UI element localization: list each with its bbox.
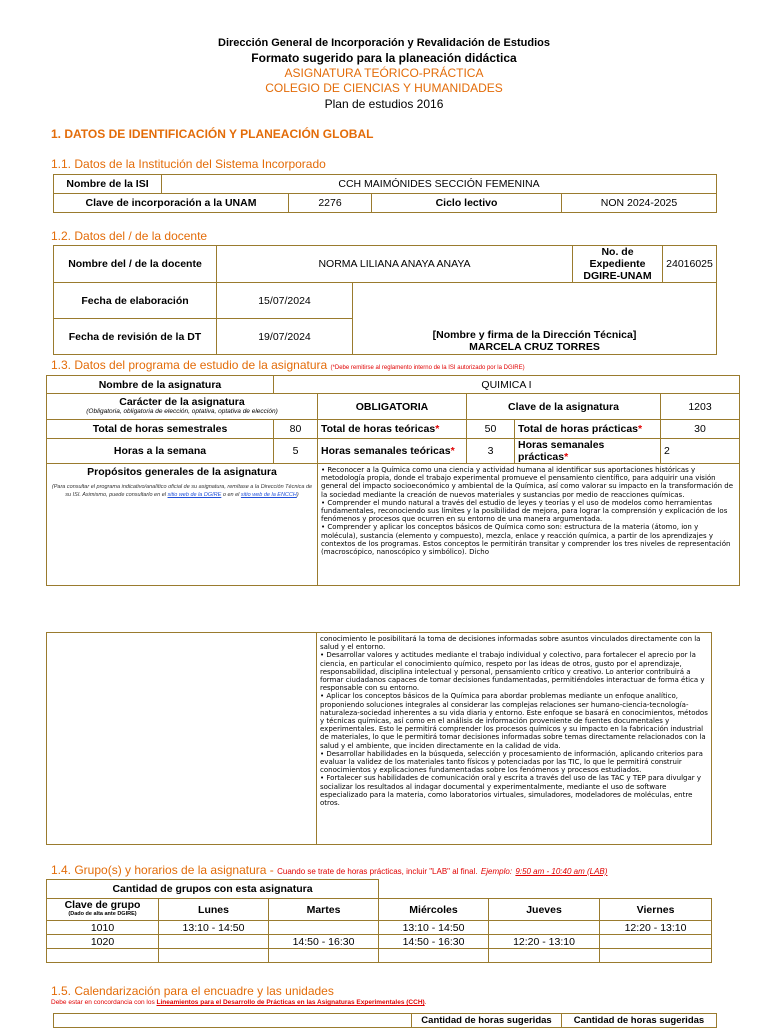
table-row: [47, 935, 712, 949]
nombre-isi-value: CCH MAIMÓNIDES SECCIÓN FEMENINA: [162, 175, 717, 194]
header-plan: Plan de estudios 2016: [324, 97, 444, 111]
horario-lunes: [159, 935, 269, 949]
caracter-label: Carácter de la asignatura: [119, 395, 245, 408]
horario-lunes: [159, 949, 269, 963]
horario-jueves: [489, 949, 600, 963]
ciclo-lectivo-value: NON 2024-2025: [562, 194, 717, 213]
horas-semestrales-label: Total de horas semestrales: [47, 420, 274, 439]
section-1-2-title: 1.2. Datos del / de la docente: [51, 229, 208, 243]
section-1-title: 1. DATOS DE IDENTIFICACIÓN Y PLANEACIÓN GLOBAL: [51, 127, 374, 141]
hsem-practicas-asterisk: *: [564, 451, 569, 463]
dgire-link[interactable]: sitio web de la DGIRE: [167, 492, 222, 498]
section-1-4-title-text: 1.4. Grupo(s) y horarios de la asignatura -: [51, 863, 274, 877]
propositos-note-b: o en el: [222, 492, 240, 498]
horario-viernes: [600, 949, 712, 963]
horas-practicas-asterisk: *: [638, 423, 643, 435]
header-direccion: Dirección General de Incorporación y Revalidación de Estudios: [218, 37, 550, 49]
horas-sugeridas-header-1: Cantidad de horas sugeridas: [412, 1014, 562, 1028]
fecha-revision-value: 19/07/2024: [217, 319, 353, 355]
day-header-miercoles: Miércoles: [379, 899, 489, 921]
propositos-label: Propósitos generales de la asignatura: [87, 466, 277, 478]
table-row: [47, 949, 712, 963]
horario-viernes: [600, 935, 712, 949]
propositos-empty-cell: [47, 633, 317, 845]
propositos-text-2: conocimiento le posibilitará la toma de decisiones informadas sobre asuntos vinculados directamente con la salud y el entorno. • Desarrollar valores y actitudes mediante el trabajo individual y colectivo, para fortalecer el aprecio por la ciencia, en particular el conocimiento químico, respeto por las ideas de otros, gusto por el aprendizaje, responsabilidad, disciplina intelectual y personal, pensamiento crítico y creativo. Lo anterior contribuirá a formar ciudadanos capaces de tomar decisiones fundamentadas, permitiéndoles interactuar de forma ética y responsable con su entorno. • Aplicar los conceptos básicos de la Química para abordar problemas mediante un enfoque analítico, proponiendo soluciones integrales al considerar las complejas relaciones ser humano-ciencia-tecnología-naturaleza-sociedad inherentes a su vida diaria y entorno. Este enfoque se basará en conocimientos, métodos y técnicas químicas, así como en el análisis de información proveniente de fuentes documentales y experimentales. Esto le permitirá comprender los procesos químicos y su impacto en la fabricación industrial de materiales, lo que le permitirá tomar decisiones informadas sobre temas directamente relacionados con la salud y el ambiente, que inciden directamente en la calidad de vida. • Desarrollar habilidades en la búsqueda, selección y procesamiento de información, aplicando criterios para evaluar la validez de los materiales tanto físicos y potenciadas por las TIC, lo que le permitirá construir conocimientos y explicaciones fundamentadas sobre los fenómenos y procesos estudiados. • Fortalecer sus habilidades de comunicación oral y escrita a través del uso de las TAC y TEP para divulgar y socializar los resultados al indagar documental y experimentalmente, mediante el uso de software especializado para la materia, como laboratorios virtuales, simuladores, modeladores de moléculas, entre otros.: [317, 633, 712, 845]
propositos-note-c: ): [296, 492, 299, 498]
firma-label: [Nombre y firma de la Dirección Técnica]: [432, 329, 637, 341]
asignatura-table: [46, 375, 740, 586]
nombre-isi-label: Nombre de la ISI: [54, 175, 162, 194]
caracter-value: OBLIGATORIA: [318, 394, 467, 420]
horas-practicas-value: 30: [661, 420, 740, 439]
horas-teoricas-asterisk: *: [435, 423, 440, 435]
lineamientos-link[interactable]: Lineamientos para el Desarrollo de Prácticas en las Asignaturas Experimentales (CCH): [156, 999, 425, 1006]
clave-asignatura-label: Clave de la asignatura: [467, 394, 661, 420]
hsem-practicas-value: 2: [661, 439, 740, 464]
header-colegio: COLEGIO DE CIENCIAS Y HUMANIDADES: [265, 81, 503, 95]
horario-martes: 14:50 - 16:30: [269, 935, 379, 949]
section-1-1-title: 1.1. Datos de la Institución del Sistema Incorporado: [51, 157, 326, 171]
grupo-clave: 1010: [47, 921, 159, 935]
horario-miercoles: [379, 949, 489, 963]
horario-jueves: [489, 921, 600, 935]
section-1-5-note: [51, 999, 427, 1006]
horas-teoricas-label: Total de horas teóricas: [321, 423, 436, 435]
firma-nombre: MARCELA CRUZ TORRES: [469, 341, 600, 353]
horas-semana-value: 5: [274, 439, 318, 464]
horario-miercoles: 14:50 - 16:30: [379, 935, 489, 949]
day-header-martes: Martes: [269, 899, 379, 921]
section-1-5-note-a: Debe estar en concordancia con los: [51, 999, 155, 1006]
horas-teoricas-label-cell: [318, 420, 467, 439]
hsem-teoricas-asterisk: *: [450, 445, 455, 457]
docente-table: [53, 245, 717, 355]
propositos-text-1: • Reconocer a la Química como una ciencia y actividad humana al identificar sus aportaciones históricas y metodología propia, donde el trabajo experimental promueve el pensamiento científico, para adquirir una visión general del impacto socioeconómico y ambiental de la Química, así como valorar su impacto en la transformación de la sociedad mediante la creación de nuevos materiales y sustancias por medio de reacciones químicas. • Comprender el mundo natural a través del estudio de leyes y teorías y el uso de modelos como herramientas fundamentales, reconociendo sus límites y la posibilidad de mejora, para lograr la comprensión y explicación de los fenómenos y procesos que ocurren en su entorno de una manera argumentada. • Comprender y aplicar los conceptos básicos de Química como son: estructura de la materia (átomo, ion y molécula), sustancia (elemento y compuesto), mezcla, enlace y reacción química, a partir de los aprendizajes y contextos de los programas. Estos conceptos le permitirán transitar y comprender los tres niveles de representación (macroscópico, nanoscópico y simbólico). Dicho: [318, 464, 740, 586]
ciclo-lectivo-label: Ciclo lectivo: [372, 194, 562, 213]
propositos-continuation-table: [46, 632, 712, 845]
day-header-lunes: Lunes: [159, 899, 269, 921]
cantidad-grupos-label: Cantidad de grupos con esta asignatura: [47, 880, 379, 899]
encch-link[interactable]: sitio web de la ENCCH: [240, 492, 297, 498]
firma-cell: [353, 283, 717, 355]
hsem-teoricas-value: 3: [467, 439, 515, 464]
expediente-value: 24016025: [663, 246, 717, 283]
clave-asignatura-value: 1203: [661, 394, 740, 420]
nombre-docente-value: NORMA LILIANA ANAYA ANAYA: [217, 246, 573, 283]
day-header-viernes: Viernes: [600, 899, 712, 921]
section-1-3-title-text: 1.3. Datos del programa de estudio de la asignatura: [51, 358, 328, 372]
hsem-practicas-label-cell: [515, 439, 661, 464]
horario-martes: [269, 921, 379, 935]
horas-practicas-label-cell: [515, 420, 661, 439]
caracter-sub: (Obligatoria, obligatoria de elección, optativa, optativa de elección): [86, 407, 278, 415]
nombre-docente-label: Nombre del / de la docente: [54, 246, 217, 283]
section-1-5-note-b: .: [424, 999, 427, 1006]
expediente-label: No. de Expediente DGIRE-UNAM: [573, 246, 663, 283]
horas-sugeridas-header-2: Cantidad de horas sugeridas: [562, 1014, 717, 1028]
caracter-label-cell: [47, 394, 318, 420]
grupo-clave: 1020: [47, 935, 159, 949]
horas-practicas-label: Total de horas prácticas: [518, 423, 639, 435]
section-1-3-title: [51, 358, 525, 372]
propositos-note: [50, 483, 314, 499]
horario-martes: [269, 949, 379, 963]
hsem-teoricas-label: Horas semanales teóricas: [321, 445, 451, 457]
horas-teoricas-value: 50: [467, 420, 515, 439]
clave-grupo-header: [47, 899, 159, 921]
section-1-4-example-label: Ejemplo:: [480, 867, 513, 876]
hsem-practicas-label: Horas semanales prácticas: [518, 439, 605, 463]
horario-lunes: 13:10 - 14:50: [159, 921, 269, 935]
calendarizacion-table: [53, 1013, 717, 1028]
day-header-jueves: Jueves: [489, 899, 600, 921]
horario-jueves: 12:20 - 13:10: [489, 935, 600, 949]
fecha-elaboracion-label: Fecha de elaboración: [54, 283, 217, 319]
fecha-revision-label: Fecha de revisión de la DT: [54, 319, 217, 355]
section-1-4-title: [51, 863, 607, 877]
section-1-5-title: 1.5. Calendarización para el encuadre y las unidades: [51, 984, 334, 998]
section-1-3-note: (*Debe remitirse al reglamento interno de la ISI autorizado por la DGIRE): [330, 365, 525, 371]
clave-grupo-label: Clave de grupo: [64, 898, 141, 911]
clave-incorporacion-value: 2276: [289, 194, 372, 213]
hsem-teoricas-label-cell: [318, 439, 467, 464]
horas-semana-label: Horas a la semana: [47, 439, 274, 464]
header-asignatura-tipo: ASIGNATURA TEÓRICO-PRÁCTICA: [284, 66, 484, 80]
propositos-note-a: (Para consultar el programa indicativo/analítico oficial de su asignatura, remítase a la Dirección Técnica de su ISI. Asimismo, puede consultarlo en el: [51, 484, 313, 498]
propositos-label-cell: [47, 464, 318, 586]
nombre-asignatura-label: Nombre de la asignatura: [47, 376, 274, 394]
header-formato: Formato sugerido para la planeación didáctica: [251, 51, 517, 65]
horas-semestrales-value: 80: [274, 420, 318, 439]
section-1-4-note: Cuando se trate de horas prácticas, incluir "LAB" al final.: [277, 867, 478, 876]
grupo-clave: [47, 949, 159, 963]
horario-viernes: 12:20 - 13:10: [600, 921, 712, 935]
table-row: [47, 921, 712, 935]
clave-incorporacion-label: Clave de incorporación a la UNAM: [54, 194, 289, 213]
section-1-4-example: 9:50 am - 10:40 am (LAB): [515, 867, 608, 876]
nombre-asignatura-value: QUIMICA I: [274, 376, 740, 394]
fecha-elaboracion-value: 15/07/2024: [217, 283, 353, 319]
clave-grupo-sub: (Dado de alta ante DGIRE): [68, 910, 137, 917]
grupos-table: [46, 879, 712, 963]
horario-miercoles: 13:10 - 14:50: [379, 921, 489, 935]
institution-table: [53, 174, 717, 213]
